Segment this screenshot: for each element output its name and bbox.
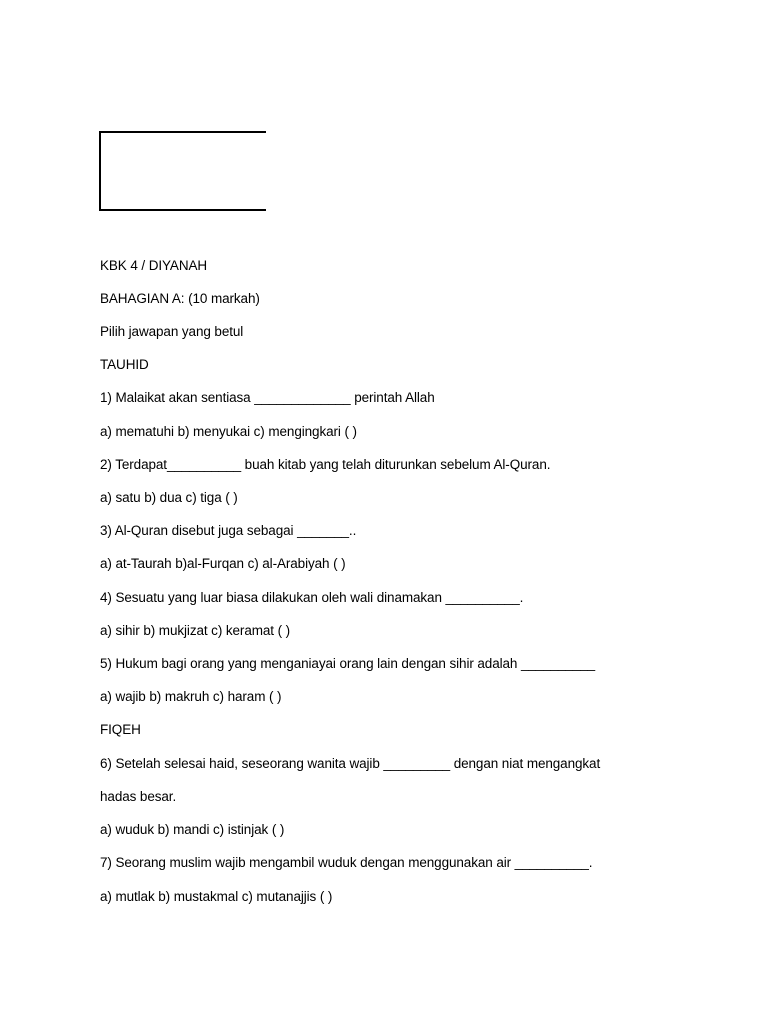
question-6: 6) Setelah selesai haid, seseorang wanita wajib _________ dengan niat mengangkat (100, 756, 601, 771)
topic-heading-tauhid: TAUHID (100, 357, 149, 372)
answer-options-3: a) at-Taurah b)al-Furqan c) al-Arabiyah ( ) (100, 556, 346, 571)
answer-options-4: a) sihir b) mukjizat c) keramat ( ) (100, 623, 291, 638)
answer-options-1: a) mematuhi b) menyukai c) mengingkari ( ) (100, 424, 357, 439)
class-heading: KBK 4 / DIYANAH (100, 258, 208, 273)
question-6-continuation: hadas besar. (100, 789, 177, 804)
blank-box (99, 131, 266, 211)
section-heading: BAHAGIAN A: (10 markah) (100, 291, 260, 306)
question-5: 5) Hukum bagi orang yang menganiayai orang lain dengan sihir adalah __________ (100, 656, 596, 671)
answer-options-7: a) mutlak b) mustakmal c) mutanajjis ( ) (100, 889, 333, 904)
answer-options-5: a) wajib b) makruh c) haram ( ) (100, 689, 282, 704)
question-3: 3) Al-Quran disebut juga sebagai _______.. (100, 523, 357, 538)
question-7: 7) Seorang muslim wajib mengambil wuduk dengan menggunakan air __________. (100, 855, 593, 870)
question-4: 4) Sesuatu yang luar biasa dilakukan oleh wali dinamakan __________. (100, 590, 524, 605)
answer-options-2: a) satu b) dua c) tiga ( ) (100, 490, 238, 505)
topic-heading-fiqeh: FIQEH (100, 722, 141, 737)
answer-options-6: a) wuduk b) mandi c) istinjak ( ) (100, 822, 285, 837)
question-2: 2) Terdapat__________ buah kitab yang telah diturunkan sebelum Al-Quran. (100, 457, 551, 472)
question-1: 1) Malaikat akan sentiasa _____________ perintah Allah (100, 390, 435, 405)
instruction-text: Pilih jawapan yang betul (100, 324, 244, 339)
